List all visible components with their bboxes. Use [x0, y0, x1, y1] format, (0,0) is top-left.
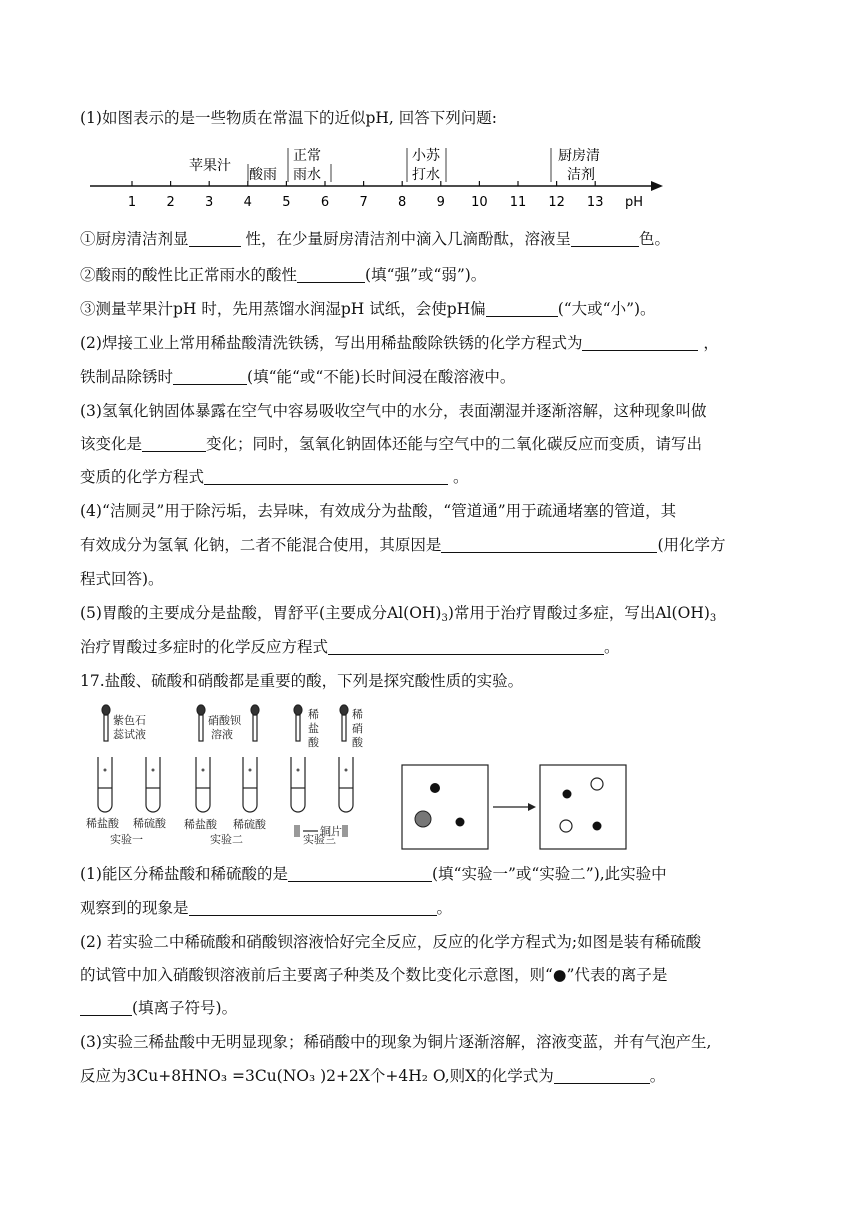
q16-s3-text-a: ③测量苹果汁pH 时，先用蒸馏水润湿pH 试纸，会使pH偏 — [80, 300, 486, 318]
q17-p2-line1: (2) 若实验二中稀硫酸和硝酸钡溶液恰好完全反应，反应的化学方程式为;如图是装有稀硫酸 — [80, 933, 702, 951]
test-tube-3 — [196, 757, 210, 812]
ph-tick-label: 3 — [205, 195, 214, 210]
exp-label-3: 实验三 — [303, 833, 336, 846]
answer-blank[interactable] — [328, 638, 604, 655]
reagent3b-3: 酸 — [352, 736, 363, 749]
ph-tick-label: 2 — [166, 195, 175, 210]
ion-black-dot — [563, 790, 572, 799]
q16-p3-text-b: 该变化是 — [80, 435, 143, 453]
answer-blank[interactable] — [441, 536, 657, 553]
ion-box-after — [540, 765, 626, 849]
ph-label-soda-2: 打水 — [412, 167, 440, 183]
q16-p2-text-d: (填“能“或“不能)长时间浸在酸溶液中。 — [247, 368, 516, 386]
exp-label-2: 实验二 — [210, 833, 243, 846]
q16-p5-text-d: 。 — [604, 638, 620, 656]
q16-s1-text-a: ①厨房清洁剂显 — [80, 230, 189, 248]
answer-blank[interactable] — [204, 468, 448, 485]
reagent3b-1: 稀 — [352, 708, 363, 721]
answer-blank[interactable] — [173, 368, 247, 385]
ph-unit: pH — [625, 195, 644, 210]
ion-gray-dot — [415, 811, 431, 827]
q16-p3-text-c: 变化；同时，氢氧化钠固体还能与空气中的二氧化碳反应而变质，请写出 — [206, 435, 703, 453]
ph-label-soda-1: 小苏 — [412, 148, 440, 164]
ion-box-before — [402, 765, 488, 849]
q17-p1-text-a: (1)能区分稀盐酸和稀硫酸的是 — [80, 865, 288, 883]
dropper-2 — [197, 705, 205, 741]
q17-title: 17.盐酸、硫酸和硝酸都是重要的酸，下列是探究酸性质的实验。 — [80, 672, 524, 690]
q16-p4-text-c: (用化学方 — [657, 536, 726, 554]
q16-s3 — [80, 299, 656, 319]
ph-label-rain-1: 正常 — [293, 148, 321, 164]
reagent3a-3: 酸 — [308, 736, 319, 749]
answer-blank[interactable] — [554, 1067, 650, 1084]
test-tube-1 — [98, 757, 112, 812]
q16-s2 — [80, 265, 486, 285]
ph-tick-label: 4 — [243, 195, 252, 210]
tube-label-4: 稀硫酸 — [233, 818, 266, 831]
q16-p3-line1: (3)氢氧化钠固体暴露在空气中容易吸收空气中的水分，表面潮湿并逐渐溶解，这种现象叫做 — [80, 402, 707, 420]
ph-tick-label: 9 — [436, 195, 445, 210]
ion-black-dot — [430, 783, 440, 793]
answer-blank[interactable] — [189, 899, 437, 916]
q16-p3-line2 — [80, 434, 702, 454]
q16-s2-text-b: (填“强”或“弱”)。 — [365, 266, 487, 284]
ph-tick-label: 12 — [548, 195, 565, 210]
tube-label-1: 稀盐酸 — [86, 817, 119, 830]
test-tube-6 — [339, 757, 353, 812]
bubbles — [104, 769, 348, 772]
q16-p3-text-d: 变质的化学方程式 — [80, 468, 205, 486]
dropper-4 — [294, 705, 302, 741]
dropper-3 — [251, 705, 259, 741]
reagent3a-2: 盐 — [308, 722, 319, 735]
ph-tick-label: 6 — [320, 195, 330, 210]
q17-p2-line2: 的试管中加入硝酸钡溶液前后主要离子种类及个数比变化示意图，则“●”代表的离子是 — [80, 966, 668, 984]
answer-blank[interactable] — [486, 300, 558, 317]
q16-p2-text-a: (2)焊接工业上常用稀盐酸清洗铁锈，写出用稀盐酸除铁锈的化学方程式为 — [80, 334, 583, 352]
q17-p1-line1 — [80, 864, 667, 884]
q16-p5-text-b: )常用于治疗胃酸过多症，写出Al(OH) — [447, 604, 710, 622]
ph-tick-label: 13 — [586, 195, 604, 210]
q17-p1-text-b: (填“实验一”或“实验二”),此实验中 — [431, 865, 667, 883]
ph-label-apple: 苹果汁 — [189, 158, 231, 174]
q17-p3-text-c: 。 — [649, 1067, 666, 1085]
q17-p1-text-c: 观察到的现象是 — [80, 899, 189, 917]
subscript: 3 — [441, 613, 448, 624]
q16-s3-text-b: (“大或“小”)。 — [557, 300, 656, 318]
q16-s2-text-a: ②酸雨的酸性比正常雨水的酸性 — [80, 266, 298, 284]
q17-p1-text-d: 。 — [436, 899, 453, 917]
reagent2-line1: 硝酸钡 — [208, 714, 241, 727]
ph-scale-figure — [85, 140, 675, 212]
ph-tick-label: 7 — [359, 195, 368, 210]
q17-p2-text-c: (填离子符号)。 — [132, 999, 238, 1017]
q16-s1 — [80, 229, 670, 249]
q17-p2-line3 — [80, 998, 237, 1018]
test-tube-5 — [291, 757, 305, 812]
q16-p2-text-c: 铁制品除锈时 — [80, 368, 174, 386]
reagent1-line2: 蕊试液 — [113, 728, 146, 741]
acid-experiments-figure — [80, 700, 680, 855]
q16-p2-line2 — [80, 367, 515, 387]
reagent2-line2: 溶液 — [211, 728, 233, 741]
copper-strip-2 — [342, 825, 348, 837]
q16-s1-text-c: 色。 — [638, 230, 670, 248]
q16-p2-line1 — [80, 333, 719, 353]
answer-blank[interactable] — [571, 230, 639, 247]
q16-s1-text-b: 性，在少量厨房清洁剂中滴入几滴酚酞，溶液呈 — [245, 230, 571, 248]
subscript: 3 — [709, 613, 717, 624]
q17-p1-line2 — [80, 898, 452, 918]
ion-white-dot — [591, 778, 603, 790]
q16-p4-line3: 程式回答)。 — [80, 570, 164, 588]
copper-label: 铜片 — [320, 825, 342, 838]
q16-intro: (1)如图表示的是一些物质在常温下的近似pH, 回答下列问题: — [80, 109, 497, 127]
q16-p3-line3 — [80, 467, 468, 487]
dropper-5 — [340, 705, 348, 741]
ph-label-cleaner-2: 洁剂 — [567, 167, 595, 183]
answer-blank[interactable] — [142, 435, 206, 452]
ion-black-dot — [456, 818, 465, 827]
copper-strip-1 — [294, 825, 300, 837]
answer-blank[interactable] — [297, 266, 365, 283]
q16-p5-line1 — [80, 603, 716, 629]
q16-p5-line2 — [80, 637, 620, 657]
ion-white-dot — [560, 820, 572, 832]
q16-p5-text-c: 治疗胃酸过多症时的化学反应方程式 — [80, 638, 329, 656]
ph-label-rain-2: 雨水 — [293, 167, 321, 183]
q16-p4-line2 — [80, 535, 726, 555]
q17-p3-text-b: 反应为3Cu+8HNO₃ =3Cu(NO₃ )2+2X个+4H₂ O,则X的化学式为 — [80, 1067, 554, 1085]
dropper-1 — [102, 705, 110, 741]
ph-tick-label: 8 — [398, 195, 407, 210]
reagent1-line1: 紫色石 — [113, 714, 146, 727]
q16-p4-text-b: 有效成分为氢氧 化钠，二者不能混合使用，其原因是 — [80, 536, 442, 554]
ph-tick-label: 5 — [282, 195, 291, 210]
test-tube-2 — [146, 757, 160, 812]
q16-p3-text-e: 。 — [452, 468, 469, 486]
ph-tick-label: 1 — [127, 195, 137, 210]
q16-p4-line1: (4)“洁厕灵”用于除污垢，去异味，有效成分为盐酸，“管道通”用于疏通堵塞的管道，其 — [80, 502, 677, 520]
answer-blank[interactable] — [80, 999, 132, 1016]
ph-label-acid-rain: 酸雨 — [249, 167, 277, 183]
q17-p3-line1: (3)实验三稀盐酸中无明显现象；稀硝酸中的现象为铜片逐渐溶解，溶液变蓝，并有气泡产生, — [80, 1033, 712, 1051]
exp-label-1: 实验一 — [110, 833, 143, 846]
ph-label-cleaner-1: 厨房清 — [558, 148, 600, 164]
arrow-head — [528, 803, 536, 811]
answer-blank[interactable] — [189, 230, 241, 247]
q17-p3-line2 — [80, 1066, 665, 1086]
tube-label-3: 稀盐酸 — [184, 818, 217, 831]
answer-blank[interactable] — [582, 334, 698, 351]
q16-p2-text-b: ， — [703, 334, 719, 352]
answer-blank[interactable] — [288, 865, 432, 882]
ph-tick-label: 10 — [471, 195, 488, 210]
q16-p5-text-a: (5)胃酸的主要成分是盐酸，胃舒平(主要成分Al(OH) — [80, 604, 442, 622]
test-tube-4 — [243, 757, 257, 812]
reagent3b-2: 硝 — [352, 722, 363, 735]
tube-label-2: 稀硫酸 — [133, 817, 166, 830]
ph-tick-label: 11 — [509, 195, 527, 210]
reagent3a-1: 稀 — [308, 708, 319, 721]
ion-black-dot — [593, 822, 602, 831]
